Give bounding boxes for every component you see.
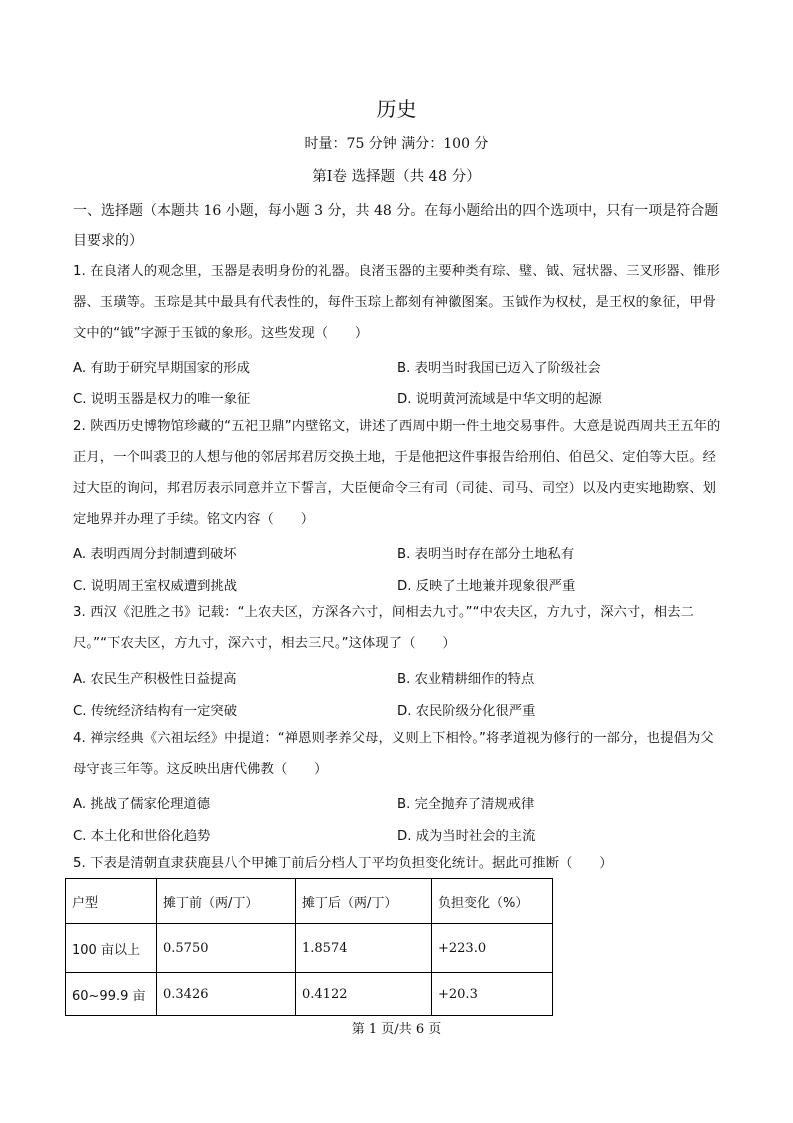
q2-option-c: C. 说明周王室权威遭到挑战 <box>73 579 238 594</box>
q4-option-c: C. 本土化和世俗化趋势 <box>73 829 211 844</box>
table-cell: 100 亩以上 <box>66 924 157 973</box>
q3-option-a: A. 农民生产积极性日益提高 <box>73 672 237 687</box>
q4-option-b: B. 完全抛弃了清规戒律 <box>397 797 535 812</box>
question-1-stem: 1. 在良渚人的观念里，玉器是表明身份的礼器。良渚玉器的主要种类有琮、璧、钺、冠状器、三叉形器、锥形器、玉璜等。玉琮是其中最具有代表性的，每件玉琮上都刻有神徽图案。玉钺作为权杖，是王权的象征，甲骨文中的“钺”字源于玉钺的象形。这些发现（ ） <box>73 264 720 341</box>
q3-option-b: B. 农业精耕细作的特点 <box>397 672 535 687</box>
table-header-row <box>66 879 553 924</box>
q3-option-c: C. 传统经济结构有一定突破 <box>73 704 238 719</box>
table-cell: 0.5750 <box>157 924 296 973</box>
q1-option-c: C. 说明玉器是权力的唯一象征 <box>73 392 251 407</box>
q4-option-d: D. 成为当时社会的主流 <box>397 829 536 844</box>
q1-option-d: D. 说明黄河流域是中华文明的起源 <box>397 392 602 407</box>
q1-option-a: A. 有助于研究早期国家的形成 <box>73 361 250 376</box>
table-header-cell: 负担变化（%） <box>432 879 553 924</box>
q2-option-a: A. 表明西周分封制遭到破坏 <box>73 547 237 562</box>
q4-option-a: A. 挑战了儒家伦理道德 <box>73 797 210 812</box>
table-row <box>66 973 553 1016</box>
q1-option-b: B. 表明当时我国已迈入了阶级社会 <box>397 361 601 376</box>
page-footer: 第 1 页/共 6 页 <box>351 1022 442 1037</box>
exam-title: 历史 <box>376 97 417 121</box>
q3-option-d: D. 农民阶级分化很严重 <box>397 704 536 719</box>
burden-table <box>65 878 553 1016</box>
table-header-cell: 摊丁后（两/丁） <box>296 879 432 924</box>
instructions: 一、选择题（本题共 16 小题，每小题 3 分，共 48 分。在每小题给出的四个选项中，只有一项是符合题目要求的） <box>73 203 719 249</box>
question-4-stem: 4. 禅宗经典《六祖坛经》中提道：“禅恩则孝养父母，义则上下相怜。”将孝道视为修行的一部分，也提倡为父母守丧三年等。这反映出唐代佛教（ ） <box>73 731 714 777</box>
table-row <box>66 924 553 973</box>
question-3-stem: 3. 西汉《氾胜之书》记载：“上农夫区，方深各六寸，间相去九寸。”“中农夫区，方九寸，深六寸，相去二尺。”“下农夫区，方九寸，深六寸，相去三尺。”这体现了（ ） <box>73 605 694 651</box>
table-cell: 1.8574 <box>296 924 432 973</box>
table-cell: 0.4122 <box>296 973 432 1016</box>
table-header-cell: 户型 <box>66 879 157 924</box>
exam-meta: 时量：75 分钟 满分：100 分 <box>304 136 489 152</box>
q2-option-b: B. 表明当时存在部分土地私有 <box>397 547 575 562</box>
table-cell: +223.0 <box>432 924 553 973</box>
section-heading: 第Ⅰ卷 选择题（共 48 分） <box>312 169 481 185</box>
table-cell: 60~99.9 亩 <box>66 973 157 1016</box>
table-cell: 0.3426 <box>157 973 296 1016</box>
question-2-stem: 2. 陕西历史博物馆珍藏的“五祀卫鼎”内壁铭文，讲述了西周中期一件土地交易事件。大意是说西周共王五年的正月，一个叫裘卫的人想与他的邻居邦君厉交换土地，于是他把这件事报告给刑伯、伯邑父、定伯等大臣。经过大臣的询问，邦君厉表示同意并立下誓言，大臣便命令三有司（司徒、司马、司空）以及内吏实地勘察、划定地界并办理了手续。铭文内容（ ） <box>73 419 721 527</box>
q2-option-d: D. 反映了土地兼并现象很严重 <box>397 579 576 594</box>
question-5-stem: 5. 下表是清朝直隶获鹿县八个甲摊丁前后分档人丁平均负担变化统计。据此可推断（ ） <box>73 856 613 871</box>
table-header-cell: 摊丁前（两/丁） <box>157 879 296 924</box>
table-cell: +20.3 <box>432 973 553 1016</box>
